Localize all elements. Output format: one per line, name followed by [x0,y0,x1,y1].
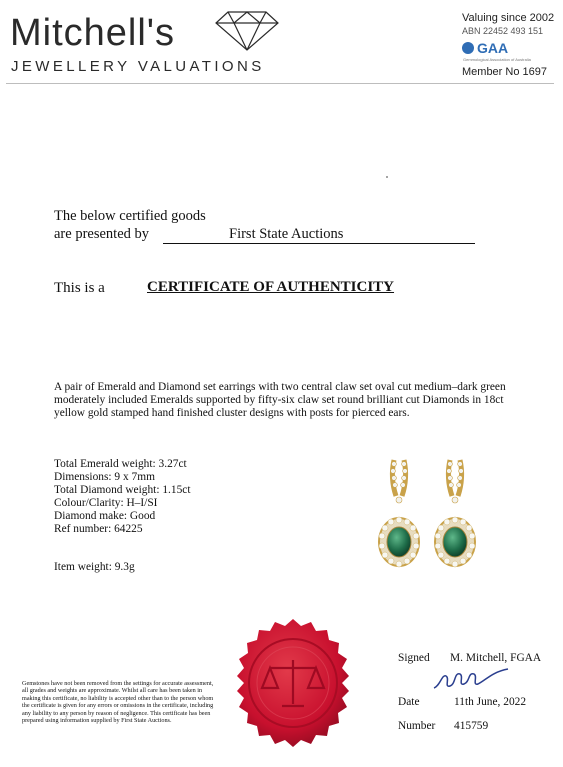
gaa-globe-icon [462,42,474,54]
spec-diamond-weight: Total Diamond weight: 1.15ct [54,484,191,496]
spec-diamond-make: Diamond make: Good [54,510,156,522]
intro-line-2: are presented by [54,226,150,242]
valuing-since: Valuing since 2002 [462,12,555,24]
certificate-title: CERTIFICATE OF AUTHENTICITY [147,279,395,295]
gaa-text: GAA [477,40,509,56]
signature-scribble [432,666,512,692]
certificate-number: 415759 [454,720,489,732]
signed-label: Signed [398,652,430,664]
item-description: A pair of Emerald and Diamond set earrings with two central claw set oval cut medium–dark green moderately included Emeralds supported by fifty-six claw set round brilliant cut Diamonds in 18ct yellow gold stamped hand finished cluster designs with posts for pierced ears. [54,381,506,420]
item-weight: Item weight: 9.3g [54,561,135,573]
date-label: Date [398,696,420,708]
presenter-name: First State Auctions [229,226,344,242]
number-label: Number [398,720,436,732]
certificate-prefix: This is a [54,280,105,296]
signed-value: M. Mitchell, FGAA [450,652,542,664]
spec-emerald-weight: Total Emerald weight: 3.27ct [54,458,187,470]
header-divider [6,83,554,84]
gaa-logo [462,40,508,56]
intro-line-1: The below certified goods [54,208,206,224]
tagline: JEWELLERY VALUATIONS [11,58,265,75]
spec-ref-number: Ref number: 64225 [54,523,143,535]
member-number: Member No 1697 [462,66,547,78]
presenter-field [163,226,475,244]
diamond-logo-icon [214,10,284,52]
disclaimer-text: Gemstones have not been removed from the settings for accurate assessment, all grades and weights are approximate. Whilst all care has been taken in making this certificate, no liability is accepted other than to the person whom the certificate is given for any errors or omissions in the certificate, including any liability to any person by reason of negligence. This certificate has been prepared using information supplied by First State Auctions. [22,680,214,725]
spec-dimensions: Dimensions: 9 x 7mm [54,471,155,483]
wax-seal-icon [226,616,360,750]
abn-number: ABN 22452 493 151 [462,26,544,36]
date-value: 11th June, 2022 [454,696,527,708]
gaa-subtitle: Gemmological Association of Australia [463,57,531,62]
speck [386,176,388,178]
brand-name: Mitchell's [10,12,176,54]
spec-colour-clarity: Colour/Clarity: H–I/SI [54,497,158,509]
earrings-image [374,456,484,576]
